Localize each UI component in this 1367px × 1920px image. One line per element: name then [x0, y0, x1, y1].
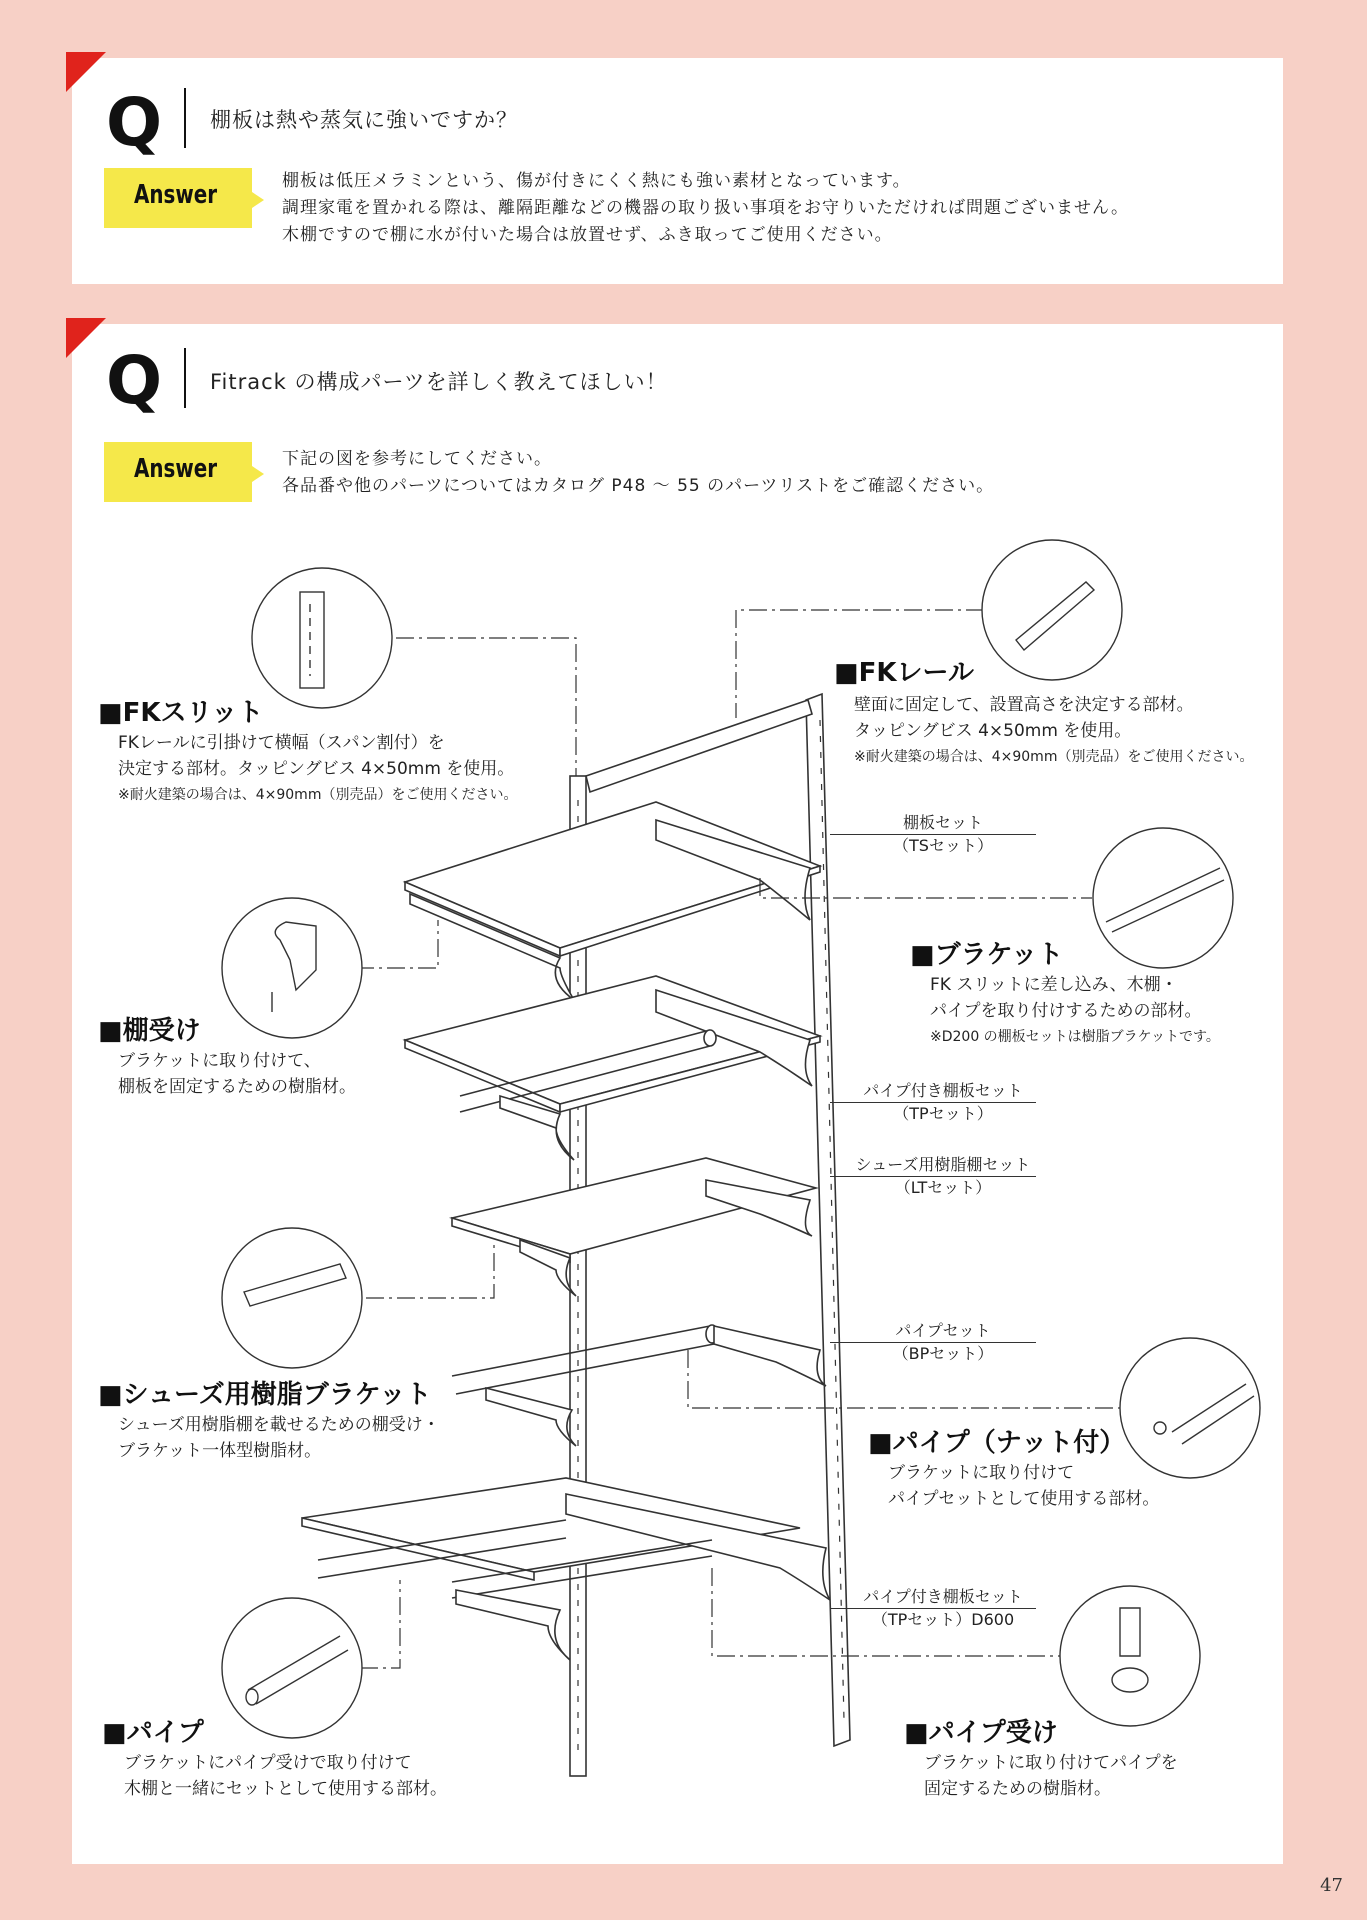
desc-line: 棚板を固定するための樹脂材。: [118, 1077, 356, 1097]
desc-line: パイプセットとして使用する部材。: [888, 1489, 1160, 1509]
set-label-bp: [850, 1318, 1036, 1364]
label-rule: [830, 1176, 1036, 1177]
set-label-code: （TPセット）: [893, 1104, 993, 1123]
desc-line: FKレールに引掛けて横幅（スパン割付）を: [118, 733, 445, 753]
set-label-tp: [850, 1078, 1036, 1124]
set-label-lt: [850, 1152, 1036, 1198]
shoes-bracket-detail-circle: [222, 1228, 362, 1368]
desc-line: 固定するための樹脂材。: [924, 1779, 1111, 1799]
set-label-ts: [850, 810, 1036, 856]
shelf-2: [405, 976, 820, 1160]
shoes-bracket-desc: [118, 1412, 440, 1464]
set-label-name: パイプ付き棚板セット: [863, 1587, 1023, 1606]
set-label-name: パイプセット: [895, 1321, 991, 1340]
label-rule: [830, 1342, 1036, 1343]
desc-line: シューズ用樹脂棚を載せるための棚受け・: [118, 1415, 440, 1435]
label-rule: [830, 1608, 1036, 1609]
set-label-tp-d600: [850, 1584, 1036, 1630]
set-label-name: シューズ用樹脂棚セット: [855, 1155, 1031, 1174]
pipe-uke-title: ■パイプ受け: [904, 1718, 1058, 1748]
fk-slit-desc: [118, 730, 517, 808]
shelf-4: [302, 1478, 830, 1660]
pipe-title: ■パイプ: [102, 1718, 204, 1748]
pipe-uke-desc: [924, 1750, 1178, 1802]
desc-line: 決定する部材。タッピングビス 4×50mm を使用。: [118, 759, 515, 779]
answer-label: Answer: [134, 180, 218, 210]
desc-line: パイプを取り付けするための部材。: [930, 1001, 1202, 1021]
tanauke-title: ■棚受け: [98, 1016, 201, 1046]
q-mark: Q: [106, 342, 163, 419]
desc-line: FK スリットに差し込み、木棚・: [930, 975, 1178, 995]
answer-line: 下記の図を参考にしてください。: [282, 449, 552, 469]
label-rule: [830, 834, 1036, 835]
desc-line: 壁面に固定して、設置高さを決定する部材。: [854, 695, 1194, 715]
desc-line: ブラケットに取り付けてパイプを: [924, 1753, 1178, 1773]
pipe-detail-circle: [222, 1598, 362, 1738]
set-label-code: （LTセット）: [894, 1178, 992, 1197]
label-rule: [830, 1102, 1036, 1103]
set-label-code: （TPセット）D600: [871, 1610, 1015, 1629]
desc-line: ブラケット一体型樹脂材。: [118, 1441, 322, 1461]
bracket-detail-circle: [1093, 828, 1233, 968]
page-number: 47: [1320, 1875, 1343, 1896]
answer-label: Answer: [134, 454, 218, 484]
shelf-3: [452, 1158, 816, 1296]
pipe-nut-title: ■パイプ（ナット付）: [868, 1428, 1126, 1458]
bracket-desc: [930, 972, 1220, 1050]
bracket-title: ■ブラケット: [910, 940, 1064, 970]
desc-note: ※耐火建築の場合は、4×90mm（別売品）をご使用ください。: [854, 749, 1254, 765]
set-label-name: パイプ付き棚板セット: [863, 1081, 1023, 1100]
shelf-1: [405, 802, 820, 1000]
q-mark: Q: [106, 84, 163, 161]
answer-line: 調理家電を置かれる際は、離隔距離などの機器の取り扱い事項をお守りいただければ問題ございません。: [282, 198, 1130, 218]
desc-note: ※耐火建築の場合は、4×90mm（別売品）をご使用ください。: [118, 787, 518, 803]
question-text: 棚板は熱や蒸気に強いですか？: [210, 108, 518, 132]
fk-rail: [586, 700, 812, 792]
set-label-name: 棚板セット: [902, 813, 983, 832]
pipe-desc: [124, 1750, 447, 1802]
pipe-nut-desc: [888, 1460, 1159, 1512]
tanauke-desc: [118, 1048, 356, 1100]
shoes-bracket-title: ■シューズ用樹脂ブラケット: [98, 1380, 432, 1410]
fk-rail-title: ■FKレール: [834, 658, 974, 688]
answer-line: 各品番や他のパーツについてはカタログ P48 ～ 55 のパーツリストをご確認ください。: [282, 476, 995, 496]
desc-line: タッピングビス 4×50mm を使用。: [854, 721, 1132, 741]
set-label-code: （TSセット）: [893, 836, 993, 855]
pipe-set: [452, 1325, 826, 1446]
fk-rail-desc: [854, 692, 1253, 770]
pipe-nut-detail-circle: [1120, 1338, 1260, 1478]
set-label-code: （BPセット）: [892, 1344, 994, 1363]
desc-line: 木棚と一緒にセットとして使用する部材。: [124, 1779, 447, 1799]
desc-note: ※D200 の棚板セットは樹脂ブラケットです。: [930, 1029, 1220, 1045]
question-text: Fitrack の構成パーツを詳しく教えてほしい！: [210, 370, 668, 394]
desc-line: ブラケットに取り付けて、: [118, 1051, 321, 1071]
desc-line: ブラケットに取り付けて: [888, 1463, 1075, 1483]
fk-slit-title: ■FKスリット: [98, 698, 264, 728]
answer-line: 棚板は低圧メラミンという、傷が付きにくく熱にも強い素材となっています。: [282, 171, 911, 191]
answer-line: 木棚ですので棚に水が付いた場合は放置せず、ふき取ってご使用ください。: [282, 225, 893, 245]
desc-line: ブラケットにパイプ受けで取り付けて: [124, 1753, 412, 1773]
